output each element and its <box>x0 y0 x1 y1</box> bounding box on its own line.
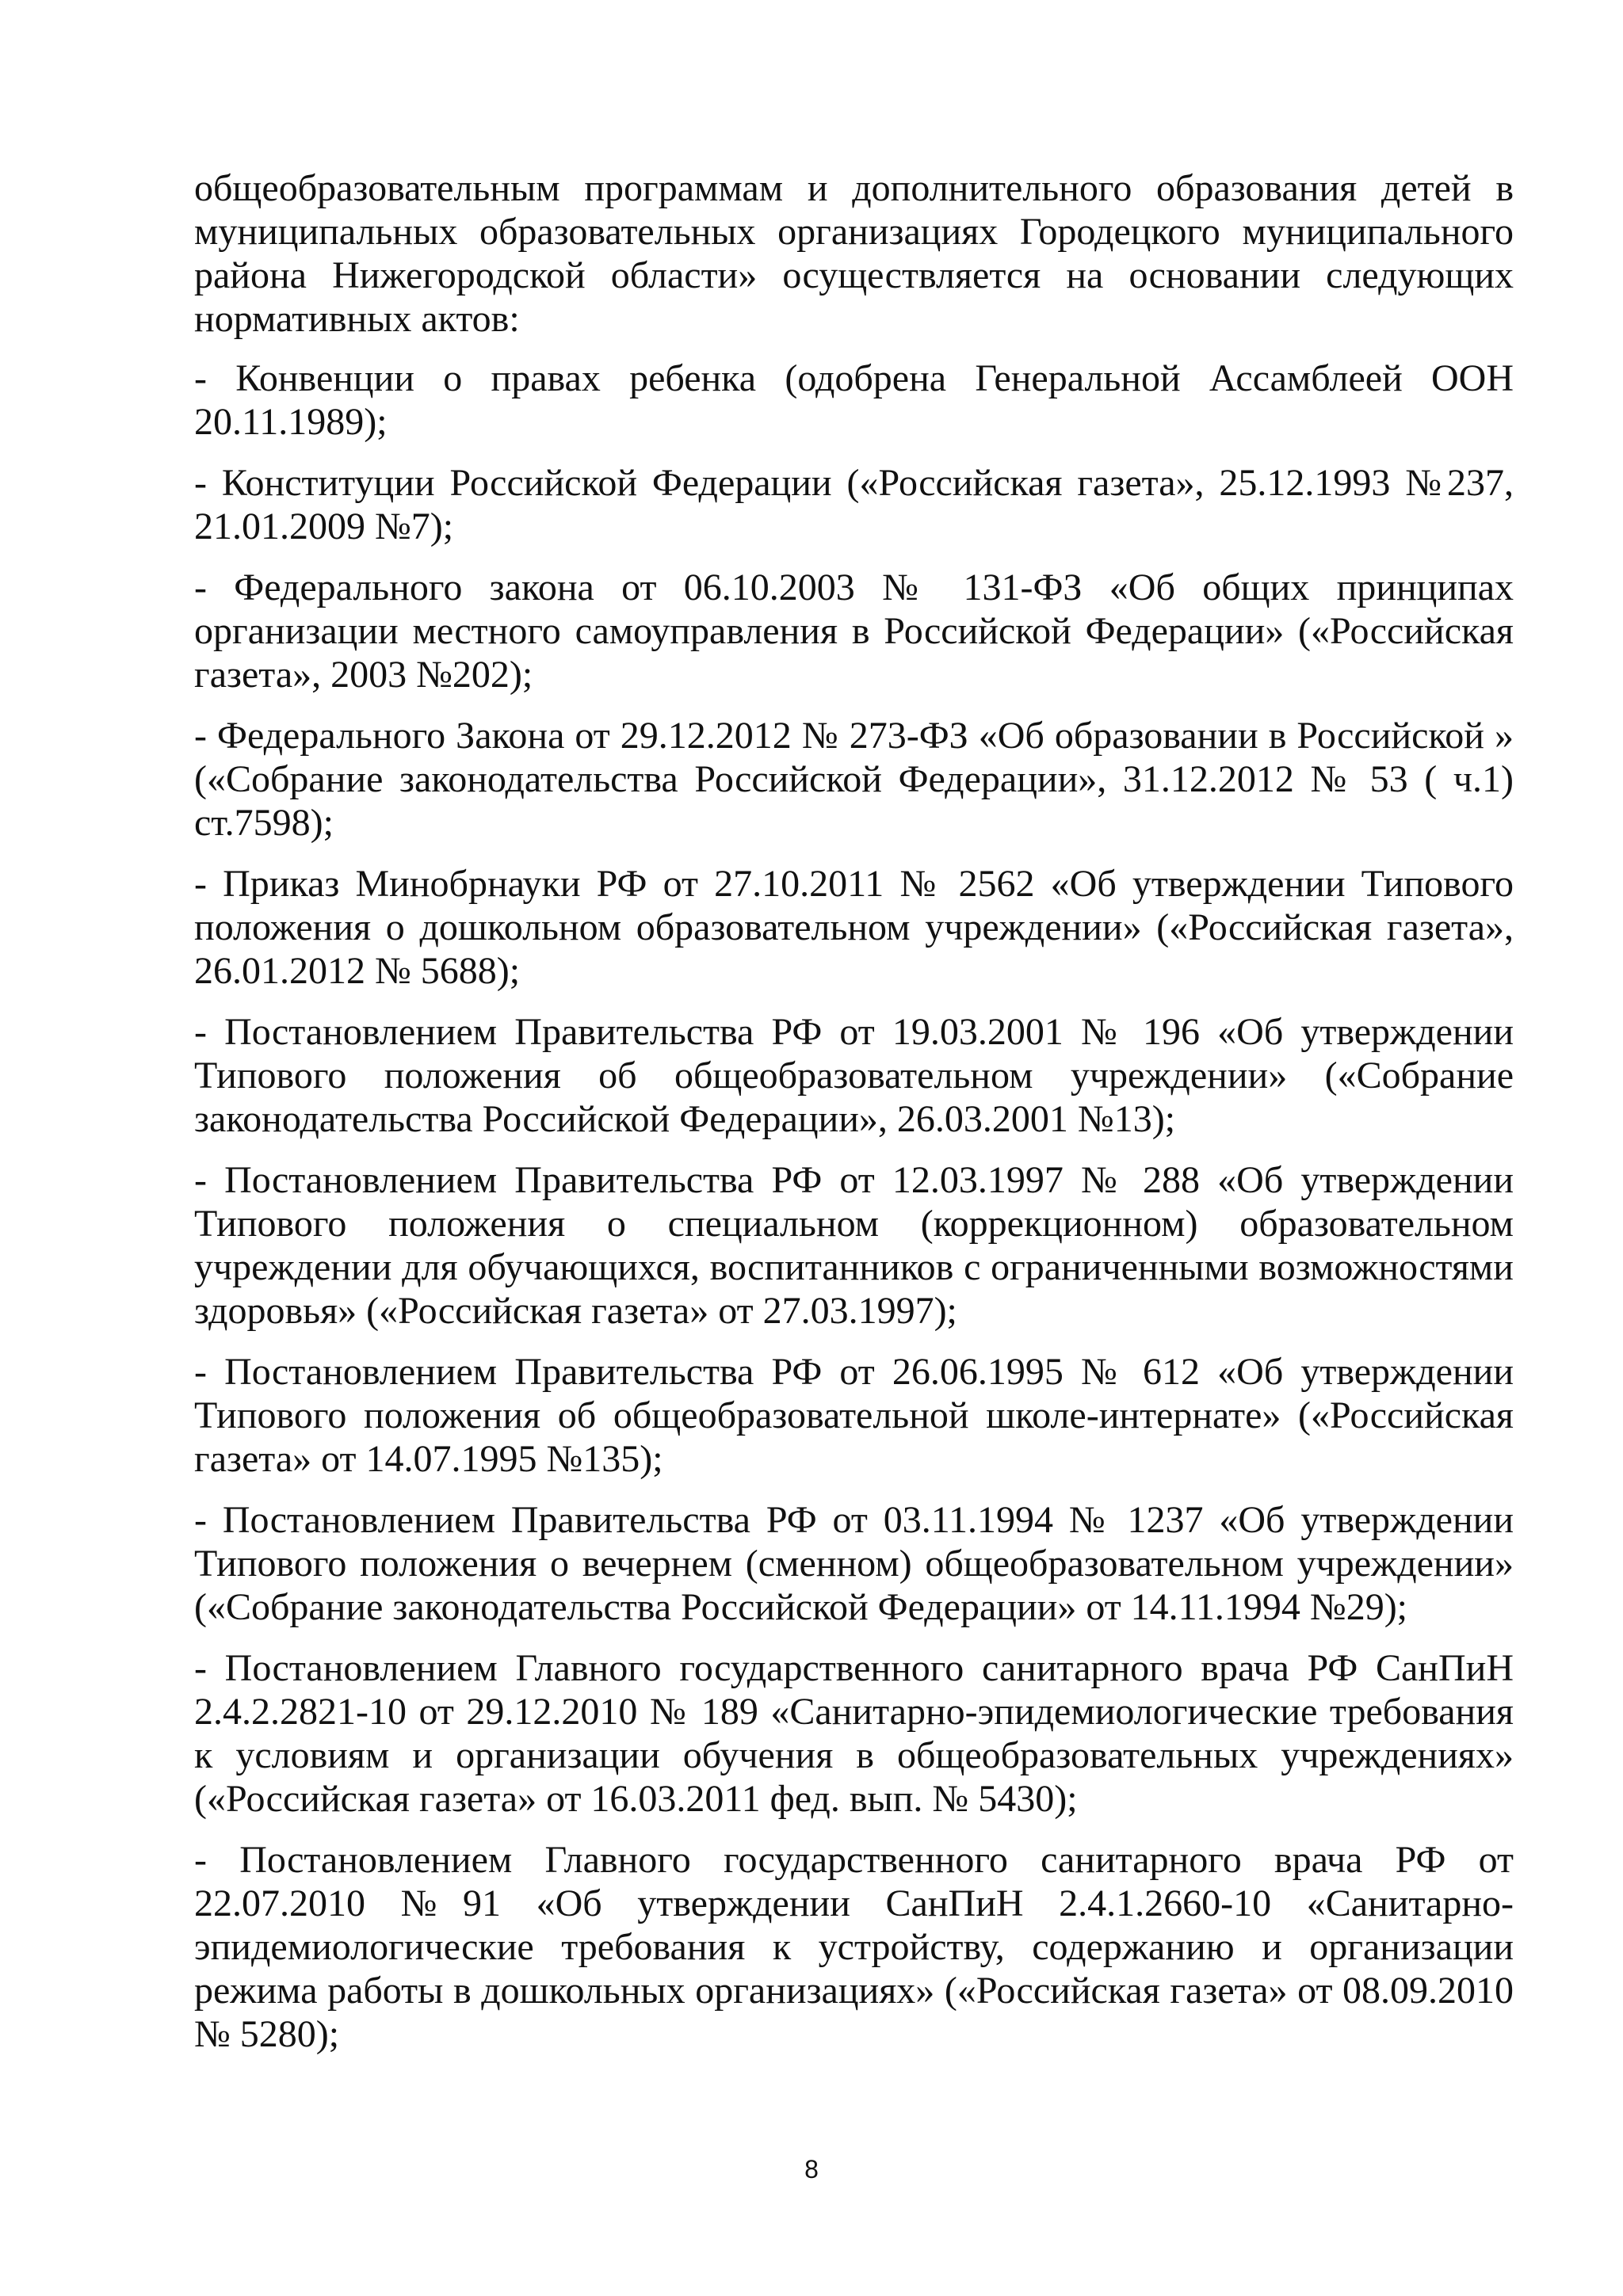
paragraph-sanpin-2821: - Постановлением Главного государственного санитарного врача РФ СанПиН 2.4.2.2821-10 от 29.12.2010 № 189 «Санитарно-эпидемиологические требования к условиям и организации обучения в общеобразовательных учреждениях» («Российская газета» от 16.03.2011 фед. вып. № 5430); <box>194 1647 1514 1820</box>
paragraph-order-2562: - Приказ Минобрнауки РФ от 27.10.2011 № 2562 «Об утверждении Типового положения о дошкольном образовательном учреждении» («Российская газета», 26.01.2012 № 5688); <box>194 863 1514 992</box>
document-body <box>194 166 1514 2073</box>
paragraph-resolution-1237: - Постановлением Правительства РФ от 03.11.1994 № 1237 «Об утверждении Типового положения о вечернем (сменном) общеобразовательном учреждении» («Собрание законодательства Российской Федерации» от 14.11.1994 №29); <box>194 1499 1514 1628</box>
paragraph-intro: общеобразовательным программам и дополнительного образования детей в муниципальных образовательных организациях Городецкого муниципального района Нижегородской области» осуществляется на основании следующих нормативных актов: <box>194 167 1514 340</box>
paragraph-sanpin-2660: - Постановлением Главного государственного санитарного врача РФ от 22.07.2010 №91 «Об утверждении СанПиН 2.4.1.2660-10 «Санитарно-эпидемиологические требования к устройству, содержанию и организации режима работы в дошкольных организациях» («Российская газета» от 08.09.2010 № 5280); <box>194 1839 1514 2055</box>
paragraph-constitution: - Конституции Российской Федерации («Российская газета», 25.12.1993 №237, 21.01.2009 №7); <box>194 462 1514 547</box>
paragraph-resolution-288: - Постановлением Правительства РФ от 12.03.1997 № 288 «Об утверждении Типового положения о специальном (коррекционном) образовательном учреждении для обучающихся, воспитанников с ограниченными возможностями здоровья» («Российская газета» от 27.03.1997); <box>194 1159 1514 1332</box>
paragraph-convention: - Конвенции о правах ребенка (одобрена Генеральной Ассамблеей ООН 20.11.1989); <box>194 357 1514 443</box>
paragraph-resolution-612: - Постановлением Правительства РФ от 26.06.1995 № 612 «Об утверждении Типового положения об общеобразовательной школе-интернате» («Российская газета» от 14.07.1995 №135); <box>194 1351 1514 1480</box>
paragraph-federal-law-273: - Федерального Закона от 29.12.2012 № 273-ФЗ «Об образовании в Российской » («Собрание законодательства Российской Федерации», 31.12.2012 № 53 ( ч.1) ст.7598); <box>194 715 1514 844</box>
paragraph-resolution-196: - Постановлением Правительства РФ от 19.03.2001 № 196 «Об утверждении Типового положения об общеобразовательном учреждении» («Собрание законодательства Российской Федерации», 26.03.2001 №13); <box>194 1011 1514 1140</box>
paragraph-federal-law-131: - Федерального закона от 06.10.2003 № 131-ФЗ «Об общих принципах организации местного самоуправления в Российской Федерации» («Российская газета», 2003 №202); <box>194 566 1514 696</box>
page-number: 8 <box>804 2155 819 2183</box>
